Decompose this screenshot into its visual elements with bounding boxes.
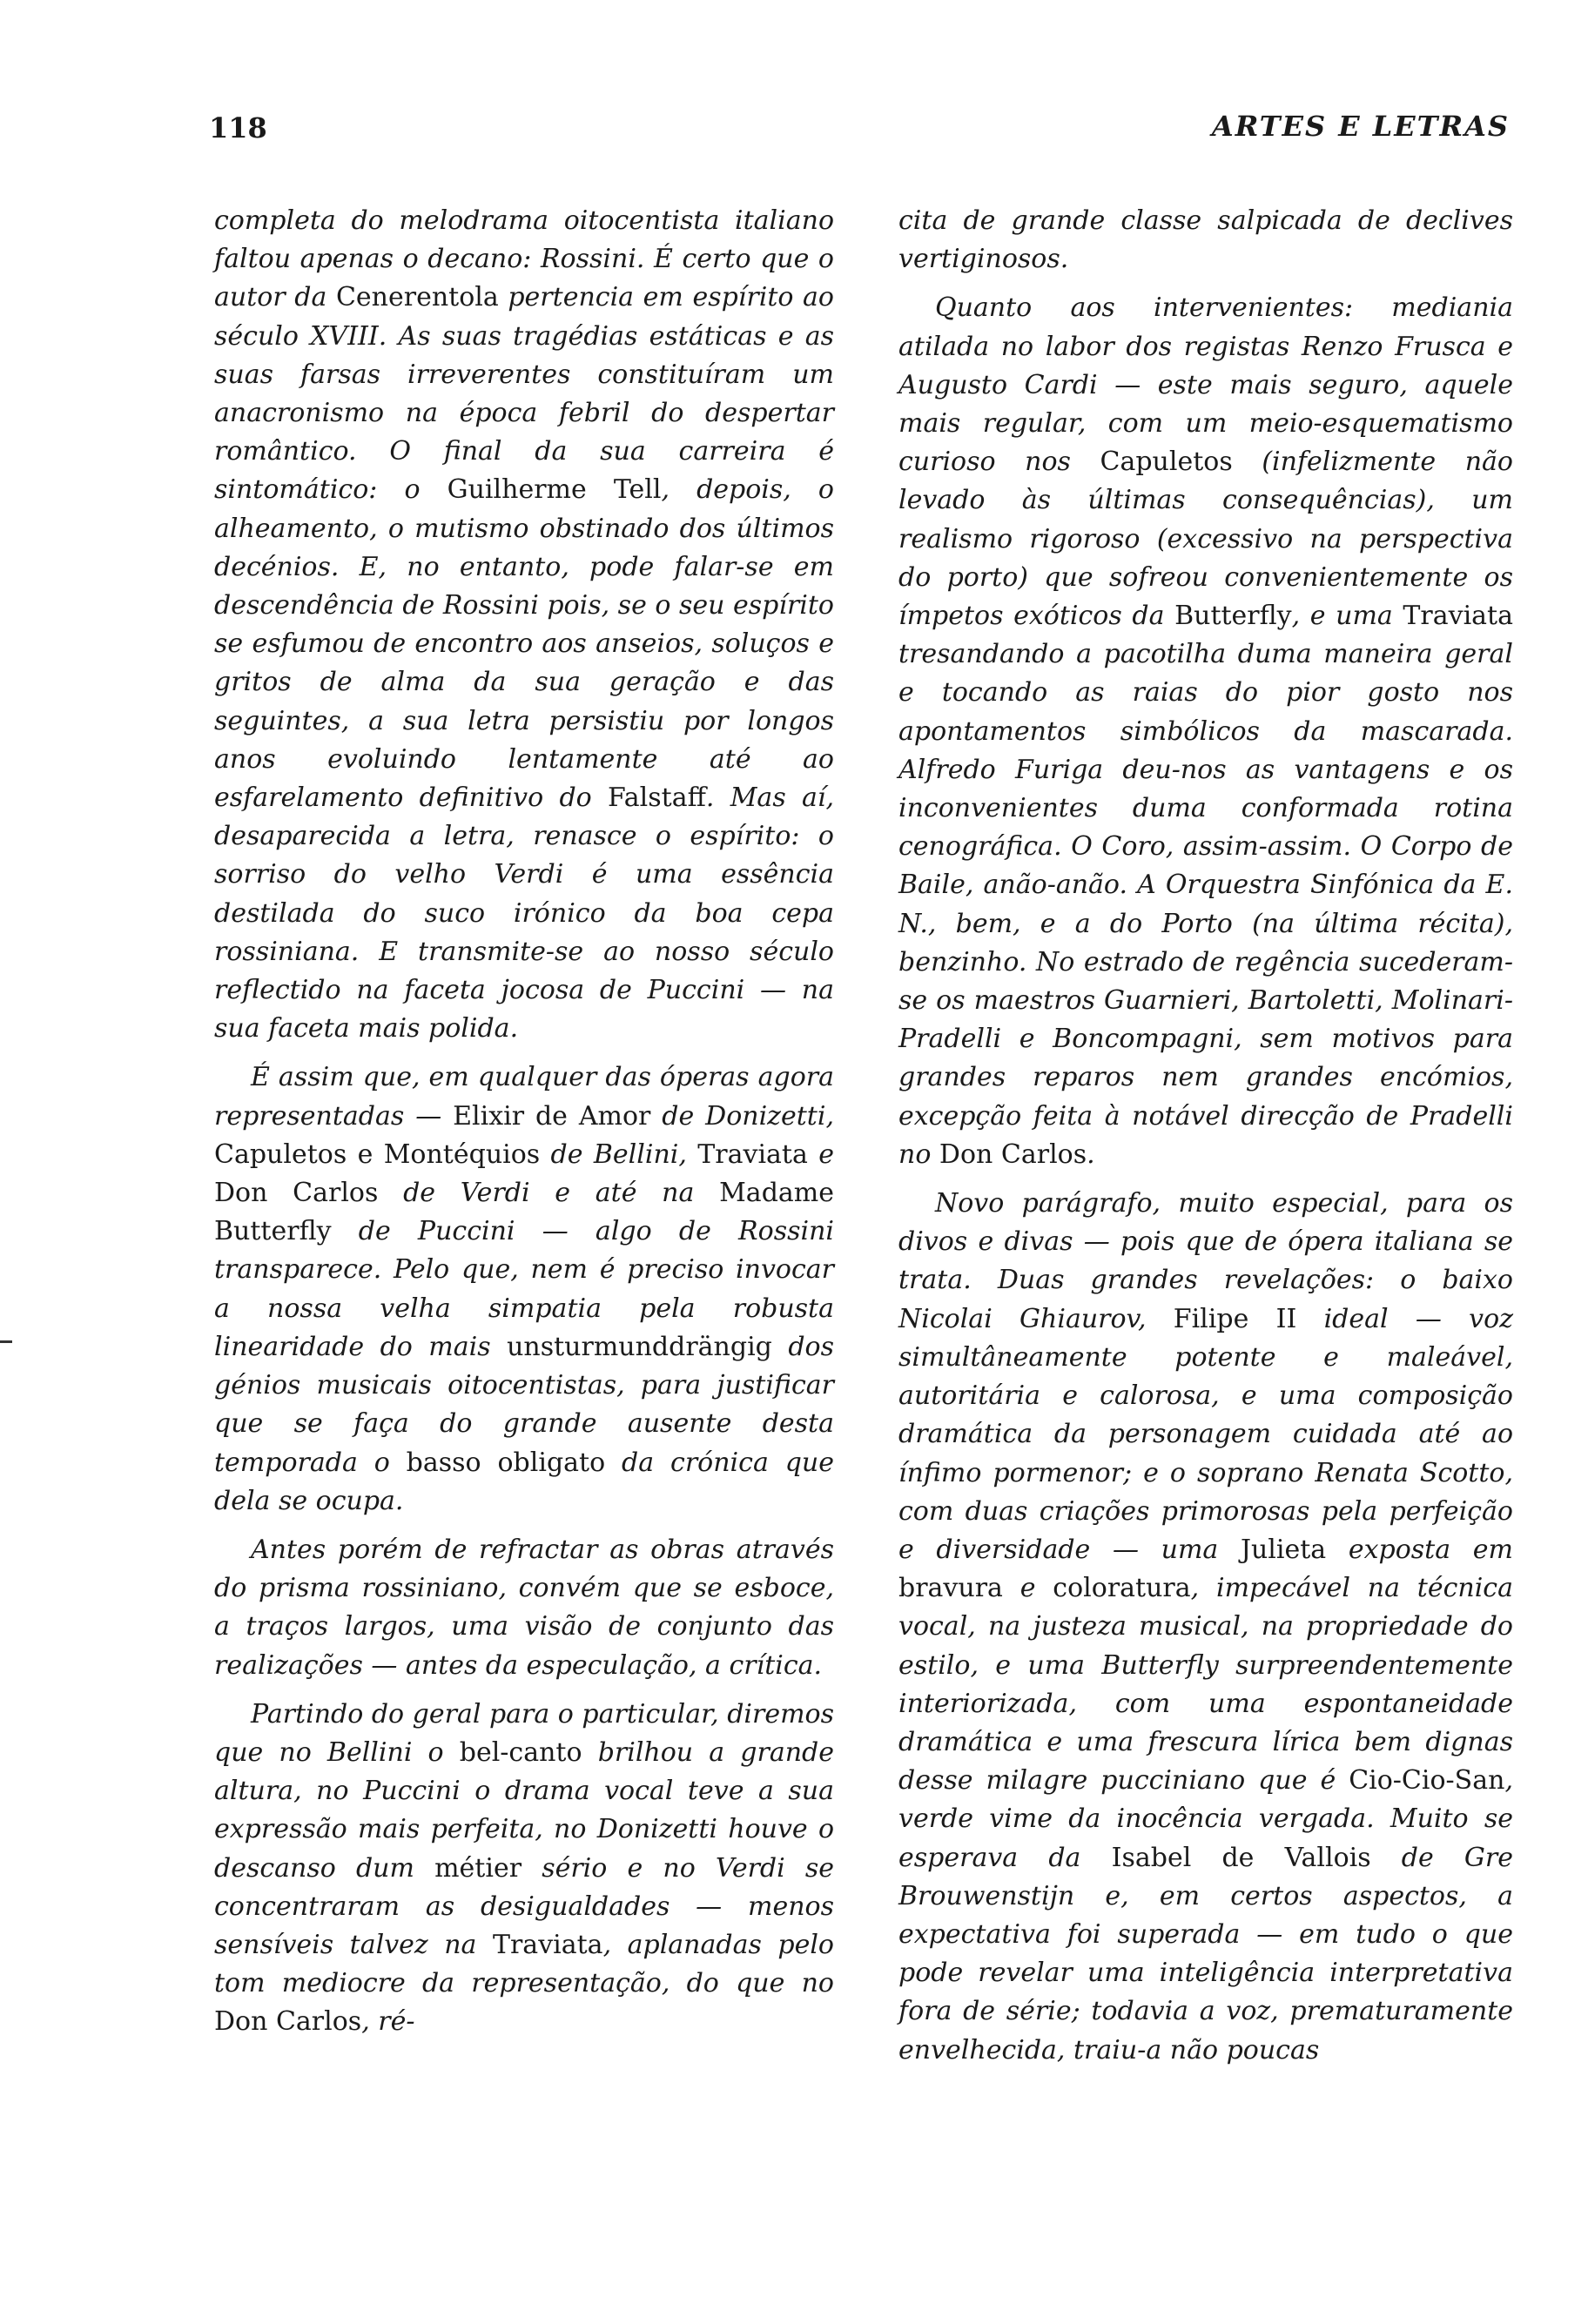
work-title: Falstaff bbox=[607, 783, 706, 814]
text-run: ideal — voz simultâneamente potente e maleável, autoritária e calorosa, e uma composição dramática da personagem cuidada até ao ínfimo pormenor; e o soprano Renata Scotto, com duas criações primorosas pela perfeição e diversidade — uma bbox=[898, 1303, 1513, 1565]
page-number: 118 bbox=[209, 111, 267, 144]
text-run: , e uma bbox=[1291, 601, 1403, 632]
paragraph bbox=[214, 1058, 834, 1520]
work-title: Traviata bbox=[1403, 601, 1513, 632]
text-run: (infelizmente não levado às últimas consequências), um realismo rigoroso (excessivo na perspectiva do porto) que sofreou convenientemente os ímpetos exóticos da bbox=[898, 447, 1513, 632]
text-run: de Verdi e até na bbox=[378, 1178, 720, 1209]
text-run: Partindo do geral para o particular, diremos que no Bellini o bbox=[214, 1698, 835, 1768]
role-name: Isabel de Vallois bbox=[1111, 1842, 1371, 1873]
text-run: cita de grande classe salpicada de declives vertiginosos. bbox=[898, 205, 1513, 275]
work-title: Traviata bbox=[697, 1138, 808, 1170]
text-run: exposta em bbox=[1326, 1534, 1513, 1565]
right-column bbox=[898, 202, 1513, 2070]
text-run: da crónica que dela se ocupa. bbox=[214, 1447, 834, 1516]
role-name: Filipe II bbox=[1173, 1303, 1297, 1334]
text-run: , verde vime da inocência vergada. Muito se esperava da bbox=[898, 1765, 1513, 1873]
text-run: de Puccini — algo de Rossini transparece. Pelo que, nem é preciso invocar a nossa velha simpatia pela robusta linearidade do mais bbox=[214, 1216, 834, 1362]
role-name: Cio-Cio-San bbox=[1349, 1765, 1505, 1797]
text-run: e bbox=[1002, 1573, 1053, 1604]
foreign-term: unsturmunddrängig bbox=[507, 1331, 772, 1362]
paragraph bbox=[898, 1185, 1513, 2070]
work-title: Capuletos e Montéquios bbox=[214, 1138, 541, 1170]
text-run: , depois, o alheamento, o mutismo obstinado dos últimos decénios. E, no entanto, pode falar-se em descendência de Rossini pois, se o seu espírito se esfumou de encontro aos anseios, soluços e gritos de alma da sua geração e das seguintes, a sua letra persistiu por longos anos evoluindo lentamente até ao esfarelamento definitivo do bbox=[214, 474, 834, 814]
text-run: . bbox=[1087, 1138, 1095, 1170]
work-title: Madame Butterfly bbox=[214, 1178, 834, 1247]
text-run: tresandando a pacotilha duma maneira geral e tocando as raias do pior gosto nos apontamentos simbólicos da mascarada. Alfredo Furiga deu-nos as vantagens e os inconvenientes duma conformada rotina cenográfica. O Coro, assim-assim. O Corpo de Baile, anão-anão. A Orquestra Sinfónica da E. N., bem, e a do Porto (na última récita), benzinho. No estrado de regência sucederam-se os maestros Guarnieri, Bartoletti, Molinari-Pradelli e Boncompagni, sem motivos para grandes reparos nem grandes encómios, excepção feita à notável direcção de Pradelli no bbox=[898, 639, 1513, 1170]
foreign-term: métier bbox=[434, 1852, 522, 1884]
text-run: Antes porém de refractar as obras através do prisma rossiniano, convém que se esboce, a traços largos, uma visão de conjunto das realizações — antes da especulação, a crítica. bbox=[214, 1534, 834, 1681]
text-run: É assim que, em qualquer das óperas agora representadas — bbox=[214, 1062, 834, 1132]
text-run: de Bellini, bbox=[540, 1138, 698, 1170]
text-run: completa do melodrama oitocentista italiano faltou apenas o decano: Rossini. É certo que o autor da bbox=[214, 205, 834, 313]
text-run: brilhou a grande altura, no Puccini o drama vocal teve a sua expressão mais perfeita, no Donizetti houve o descanso dum bbox=[214, 1736, 834, 1884]
role-name: Julieta bbox=[1240, 1534, 1327, 1565]
foreign-term: bravura bbox=[898, 1573, 1003, 1604]
work-title: Don Carlos bbox=[214, 1178, 379, 1209]
work-title: Guilherme Tell bbox=[447, 474, 662, 506]
running-title: ARTES E LETRAS bbox=[1211, 110, 1510, 143]
left-column bbox=[214, 202, 834, 2042]
work-title: Traviata bbox=[492, 1929, 603, 1960]
paragraph-continuation bbox=[898, 202, 1513, 279]
text-run: e bbox=[807, 1138, 834, 1170]
text-run: , aplanadas pelo tom mediocre da representação, do que no bbox=[214, 1929, 834, 1999]
text-run: . Mas aí, desaparecida a letra, renasce o espírito: o sorriso do velho Verdi é uma essência destilada do suco irónico da boa cepa rossiniana. E transmite-se ao nosso século reflectido na faceta jocosa de Puccini — na sua faceta mais polida. bbox=[214, 783, 834, 1044]
work-title: Butterfly bbox=[1174, 601, 1292, 632]
work-title: Cenerentola bbox=[335, 282, 499, 313]
work-title: Don Carlos bbox=[214, 2006, 362, 2038]
work-title: Don Carlos bbox=[939, 1138, 1087, 1170]
paragraph-continuation bbox=[214, 202, 834, 1048]
text-run: sério e no Verdi se concentraram as desigualdades — menos sensíveis talvez na bbox=[214, 1852, 835, 1960]
text-run: , impecável na técnica vocal, na justeza musical, na propriedade do estilo, e uma Butterfly surpreendentemente interiorizada, com uma espontaneidade dramática e uma frescura lírica bem dignas desse milagre pucciniano que é bbox=[898, 1573, 1513, 1797]
paragraph bbox=[898, 289, 1513, 1174]
paragraph bbox=[214, 1696, 834, 2042]
foreign-term: coloratura bbox=[1053, 1573, 1191, 1604]
text-run: dos génios musicais oitocentistas, para justificar que se faça do grande ausente desta temporada o bbox=[214, 1331, 834, 1478]
work-title: Elixir de Amor bbox=[453, 1100, 651, 1132]
foreign-term: bel-canto bbox=[459, 1736, 582, 1768]
work-title: Capuletos bbox=[1100, 447, 1233, 478]
paragraph bbox=[214, 1531, 834, 1685]
text-run: Quanto aos intervenientes: mediania atilada no labor dos registas Renzo Frusca e Augusto Cardi — este mais seguro, aquele mais regular, com um meio-esquematismo curioso nos bbox=[898, 292, 1513, 478]
text-run: de Gre Brouwenstijn e, em certos aspectos, a expectativa foi superada — em tudo o que pode revelar uma inteligência interpretativa fora de série; todavia a voz, prematuramente envelhecida, traiu-a não poucas bbox=[898, 1842, 1513, 2065]
text-run: pertencia em espírito ao século XVIII. As suas tragédias estáticas e as suas farsas irreverentes constituíram um anacronismo na época febril do despertar romântico. O final da sua carreira é sintomático: o bbox=[214, 282, 834, 506]
foreign-term: basso obligato bbox=[406, 1447, 606, 1478]
text-run: , ré- bbox=[361, 2006, 415, 2038]
text-run: Novo parágrafo, muito especial, para os divos e divas — pois que de ópera italiana se trata. Duas grandes revelações: o baixo Nicolai Ghiaurov, bbox=[898, 1188, 1513, 1334]
margin-mark bbox=[0, 1340, 12, 1343]
text-run: de Donizetti, bbox=[650, 1100, 834, 1132]
